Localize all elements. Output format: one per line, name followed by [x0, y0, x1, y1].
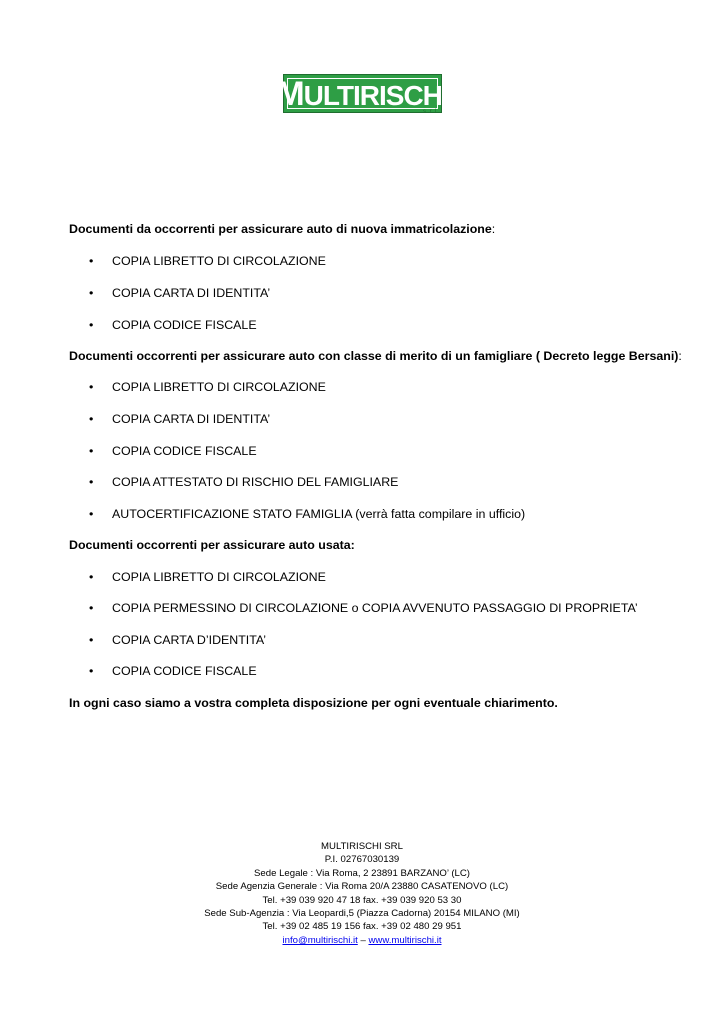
- bullet-icon: •: [89, 380, 94, 394]
- closing-statement: In ogni caso siamo a vostra completa disposizione per ogni eventuale chiarimento.: [69, 696, 558, 710]
- contact-separator: –: [357, 934, 369, 946]
- footer-general-phone: Tel. +39 039 920 47 18 fax. +39 039 920 53 30: [262, 894, 462, 906]
- footer-legal-seat: Sede Legale : Via Roma, 2 23891 BARZANO’ (LC): [254, 867, 470, 879]
- bullet-icon: •: [89, 254, 94, 268]
- section-heading: Documenti occorrenti per assicurare auto con classe di merito di un famigliare ( Decreto legge Bersani):: [69, 349, 682, 363]
- bullet-icon: •: [89, 318, 94, 332]
- bullet-icon: •: [89, 444, 94, 458]
- logo-subtitle: s.r.l.: [422, 109, 440, 115]
- multirischi-logo: [276, 74, 449, 115]
- bullet-icon: •: [89, 507, 94, 521]
- footer-company: MULTIRISCHI SRL: [321, 841, 403, 852]
- section-heading: Documenti da occorrenti per assicurare auto di nuova immatricolazione:: [69, 222, 496, 236]
- bullet-icon: •: [89, 412, 94, 426]
- section-heading: Documenti occorrenti per assicurare auto usata:: [69, 538, 355, 552]
- email-link[interactable]: info@multirischi.it: [282, 934, 358, 946]
- bullet-icon: •: [89, 601, 94, 615]
- logo-box: [276, 74, 449, 113]
- footer-general-agency: Sede Agenzia Generale : Via Roma 20/A 23880 CASATENOVO (LC): [215, 881, 509, 893]
- footer-sub-phone: Tel. +39 02 485 19 156 fax. +39 02 480 29 951: [262, 921, 462, 933]
- bullet-icon: •: [89, 475, 94, 489]
- website-link[interactable]: www.multirischi.it: [368, 934, 442, 946]
- bullet-icon: •: [89, 286, 94, 300]
- footer-sub-agency: Sede Sub-Agenzia : Via Leopardi,5 (Piazza Cadorna) 20154 MILANO (MI): [204, 908, 520, 920]
- bullet-icon: •: [89, 664, 94, 678]
- bullet-icon: •: [89, 633, 94, 647]
- footer-contacts: [0, 934, 724, 947]
- bullet-icon: •: [89, 570, 94, 584]
- footer: [0, 840, 724, 947]
- footer-vat: P.I. 02767030139: [324, 854, 400, 866]
- logo-text: MULTIRISCHI: [276, 74, 449, 113]
